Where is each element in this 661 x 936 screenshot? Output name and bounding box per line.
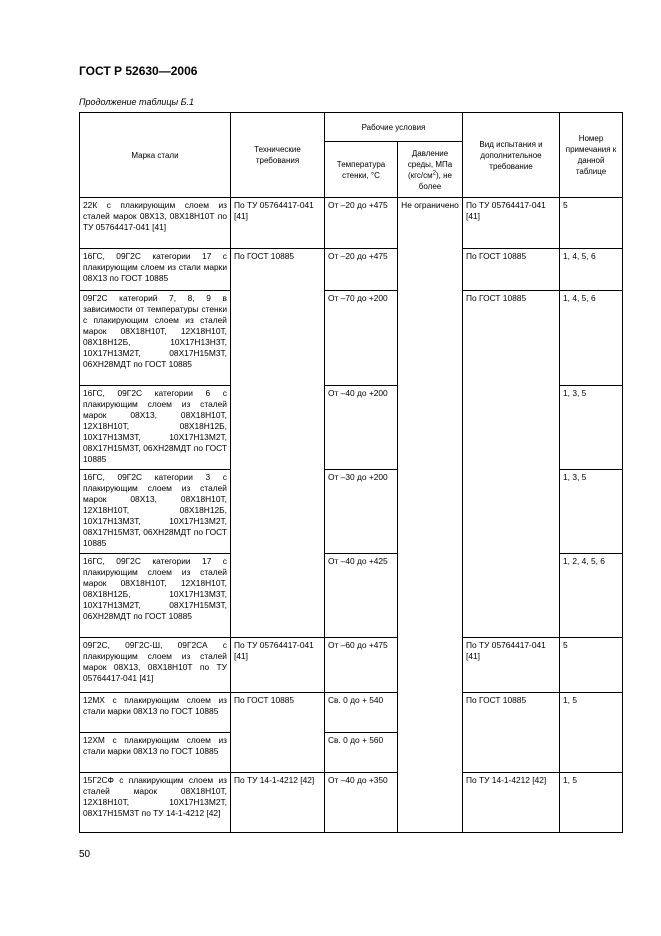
row-10-temp: От –40 до +350: [325, 773, 398, 833]
header-work-conditions: Рабочие условия: [325, 113, 463, 142]
row-5-temp: От –30 до +200: [325, 470, 398, 554]
row-8-grade: 12МХ с плакирующим слоем из стали марки 08Х13 по ГОСТ 10885: [80, 693, 231, 733]
row-9-grade: 12ХМ с плакирующим слоем из стали марки 08Х13 по ГОСТ 10885: [80, 733, 231, 773]
steel-grades-table: [79, 112, 623, 833]
row-6-grade: 16ГС, 09Г2С категории 17 с плакирующим слоем из сталей марок 08Х18Н10Т, 12Х18Н10Т, 08Х18Н12Б, 10Х17Н13М3Т, 10Х17Н13М2Т, 08Х17Н15М3Т, 06ХН28МДТ по ГОСТ 10885: [80, 554, 231, 638]
row-10-test: По ТУ 14-1-4212 [42]: [463, 773, 560, 833]
row-6-temp: От –40 до +425: [325, 554, 398, 638]
row-9-temp: Св. 0 до + 560: [325, 733, 398, 773]
row-4-temp: От –40 до +200: [325, 386, 398, 470]
test-12-merged-cell: По ГОСТ 10885: [463, 693, 560, 773]
row-3-grade: 09Г2С категорий 7, 8, 9 в зависимости от температуры стенки с плакирующим слоем из сталей марок 08Х18Н10Т, 12Х18Н10Т, 08Х18Н12Б, 10Х17Н13Н3Т, 10Х17Н13М2Т, 08Х17Н15М3Т, 06ХН28МДТ по ГОСТ 10885: [80, 291, 231, 386]
document-title: ГОСТ Р 52630—2006: [79, 64, 198, 78]
header-wall-temperature: Температура стенки, °С: [325, 142, 398, 198]
row-4-note: 1, 3, 5: [560, 386, 623, 470]
row-7-grade: 09Г2С, 09Г2С-Ш, 09Г2СА с плакирующим слоем из сталей марок 08Х13, 08Х18Н10Т по ТУ 05764417-041 [41]: [80, 638, 231, 693]
test-gost-merged-cell: По ГОСТ 10885: [463, 291, 560, 638]
tech-12-merged-cell: По ГОСТ 10885: [231, 693, 325, 773]
header-test-type: Вид испытания и дополнительное требование: [463, 113, 560, 198]
row-1-grade: 22К с плакирующим слоем из сталей марок 08Х13, 08Х18Н10Т по ТУ 05764417-041 [41]: [80, 198, 231, 249]
row-3-note: 1, 4, 5, 6: [560, 291, 623, 386]
row-2-test: По ГОСТ 10885: [463, 249, 560, 291]
page-number: 50: [79, 849, 91, 860]
row-2-temp: От –20 до +475: [325, 249, 398, 291]
row-10-note: 1, 5: [560, 773, 623, 833]
pressure-merged-cell: Не ограничено: [398, 198, 463, 833]
header-note-number: Номер примечания к данной таблице: [560, 113, 623, 198]
row-7-test: По ТУ 05764417-041 [41]: [463, 638, 560, 693]
note-12-merged-cell: 1, 5: [560, 693, 623, 773]
row-10-grade: 15Г2СФ с плакирующим слоем из сталей марок 08Х18Н10Т, 12Х18Н10Т, 10Х17Н13М2Т, 08Х17Н15М3Т по ТУ 14-1-4212 [42]: [80, 773, 231, 833]
row-3-temp: От –70 до +200: [325, 291, 398, 386]
row-10-tech: По ТУ 14-1-4212 [42]: [231, 773, 325, 833]
row-1-tech: По ТУ 05764417-041 [41]: [231, 198, 325, 249]
row-1-test: По ТУ 05764417-041 [41]: [463, 198, 560, 249]
row-7-tech: По ТУ 05764417-041 [41]: [231, 638, 325, 693]
table-continuation-label: Продолжение таблицы Б.1: [79, 97, 195, 107]
row-4-grade: 16ГС, 09Г2С категории 6 с плакирующим слоем из сталей марок 08Х13, 08Х18Н10Т, 12Х18Н10Т, 08Х18Н12Б, 10Х17Н13М3Т, 10Х17Н13М2Т, 08Х17Н15М3Т, 06ХН28МДТ по ГОСТ 10885: [80, 386, 231, 470]
row-7-note: 5: [560, 638, 623, 693]
row-1-temp: От –20 до +475: [325, 198, 398, 249]
row-8-temp: Св. 0 до + 540: [325, 693, 398, 733]
tech-gost-merged-cell: По ГОСТ 10885: [231, 249, 325, 638]
header-tech-requirements: Технические требования: [231, 113, 325, 198]
row-6-note: 1, 2, 4, 5, 6: [560, 554, 623, 638]
header-grade: Марка стали: [80, 113, 231, 198]
row-5-note: 1, 3, 5: [560, 470, 623, 554]
row-1-note: 5: [560, 198, 623, 249]
header-pressure: Давление среды, МПа $(кгс/см^2)$, не более: [398, 142, 463, 198]
row-7-temp: От –60 до +475: [325, 638, 398, 693]
row-2-grade: 16ГС, 09Г2С категории 17 с плакирующим слоем из стали марки 08Х13 по ГОСТ 10885: [80, 249, 231, 291]
row-5-grade: 16ГС, 09Г2С категории 3 с плакирующим слоем из сталей марок 08Х13, 08Х18Н10Т, 12Х18Н10Т, 08Х18Н12Б, 10Х17Н13М3Т, 10Х17Н13М2Т, 08Х17Н15М3Т, 06ХН28МДТ по ГОСТ 10885: [80, 470, 231, 554]
row-2-note: 1, 4, 5, 6: [560, 249, 623, 291]
